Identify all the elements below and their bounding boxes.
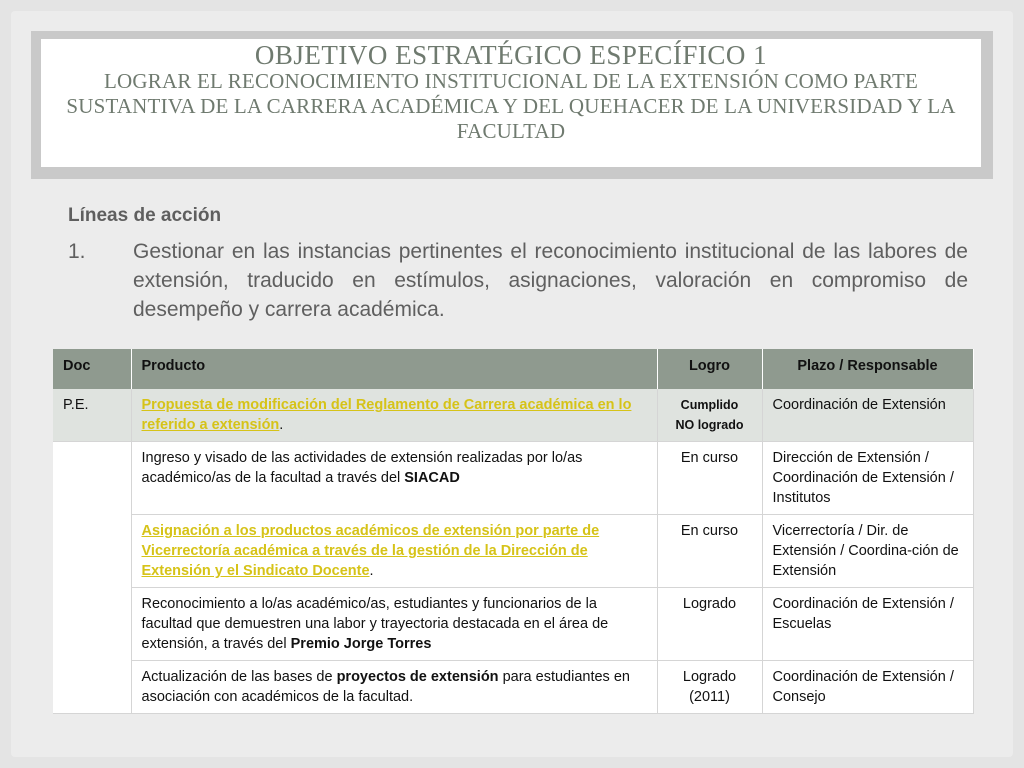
title-box bbox=[41, 39, 981, 167]
cell-doc bbox=[53, 442, 131, 714]
logro-line-2: (2011) bbox=[689, 689, 730, 705]
slide-subtitle: LOGRAR EL RECONOCIMIENTO INSTITUCIONAL DE LA EXTENSIÓN COMO PARTE SUSTANTIVA DE LA CARRERA ACADÉMICA Y DEL QUEHACER DE LA UNIVERSIDAD Y LA FACULTAD bbox=[66, 69, 956, 143]
cell-logro: En curso bbox=[657, 515, 762, 588]
action-number: 1. bbox=[68, 240, 86, 263]
table-row bbox=[53, 661, 973, 714]
logro-line-1: Cumplido bbox=[680, 398, 739, 412]
action-text: Gestionar en las instancias pertinentes el reconocimiento institucional de las labores de extensión, traducido en estímulos, asignaciones, valoración en compromiso de desempeño y carrera académica. bbox=[133, 240, 968, 321]
cell-producto bbox=[131, 588, 657, 661]
producto-bold: Premio Jorge Torres bbox=[290, 636, 432, 652]
cell-plazo: Coordinación de Extensión / Consejo bbox=[762, 661, 973, 714]
logro-line-2: NO logrado bbox=[675, 418, 744, 432]
cell-plazo: Dirección de Extensión / Coordinación de Extensión / Institutos bbox=[762, 442, 973, 515]
producto-suffix: . bbox=[279, 417, 284, 433]
cell-producto bbox=[131, 515, 657, 588]
slide-title: OBJETIVO ESTRATÉGICO ESPECÍFICO 1 bbox=[254, 40, 768, 70]
cell-logro bbox=[657, 661, 762, 714]
producto-text: Ingreso y visado de las actividades de extensión realizadas por lo/as académico/as de la facultad a través del bbox=[141, 450, 583, 486]
title-frame bbox=[31, 31, 993, 179]
table-row bbox=[53, 515, 973, 588]
lines-heading: Líneas de acción bbox=[68, 205, 222, 226]
cell-producto bbox=[131, 661, 657, 714]
producto-link[interactable]: Asignación a los productos académicos de extensión por parte de Vicerrectoría académica a través de la gestión de la Dirección de Extensión y el Sindicato Docente bbox=[141, 523, 600, 579]
header-logro: Logro bbox=[657, 349, 762, 389]
action-item bbox=[68, 237, 968, 324]
table-row bbox=[53, 442, 973, 515]
header-plazo: Plazo / Responsable bbox=[762, 349, 973, 389]
producto-suffix: . bbox=[369, 563, 374, 579]
producto-link[interactable]: Propuesta de modificación del Reglamento de Carrera académica en lo referido a extensión bbox=[141, 397, 632, 433]
logro-line-1: Logrado bbox=[682, 669, 737, 685]
table-row bbox=[53, 588, 973, 661]
cell-producto bbox=[131, 389, 657, 442]
cell-plazo: Coordinación de Extensión bbox=[762, 389, 973, 442]
producto-suffix: para estudiantes en asociación con académicos de la facultad. bbox=[141, 669, 630, 705]
products-table bbox=[53, 349, 974, 714]
header-producto: Producto bbox=[131, 349, 657, 389]
cell-logro: En curso bbox=[657, 442, 762, 515]
table-header-row bbox=[53, 349, 973, 389]
cell-plazo: Coordinación de Extensión / Escuelas bbox=[762, 588, 973, 661]
cell-logro bbox=[657, 389, 762, 442]
cell-producto bbox=[131, 442, 657, 515]
table-row bbox=[53, 389, 973, 442]
cell-doc: P.E. bbox=[53, 389, 131, 442]
producto-bold: SIACAD bbox=[404, 470, 460, 486]
producto-text: Actualización de las bases de bbox=[141, 669, 337, 685]
header-doc: Doc bbox=[53, 349, 131, 389]
cell-plazo: Vicerrectoría / Dir. de Extensión / Coordina-ción de Extensión bbox=[762, 515, 973, 588]
producto-text: Reconocimiento a lo/as académico/as, estudiantes y funcionarios de la facultad que demuestren una labor y trayectoria destacada en el área de extensión, a través del bbox=[141, 596, 609, 652]
producto-bold: proyectos de extensión bbox=[336, 669, 499, 685]
cell-logro: Logrado bbox=[657, 588, 762, 661]
